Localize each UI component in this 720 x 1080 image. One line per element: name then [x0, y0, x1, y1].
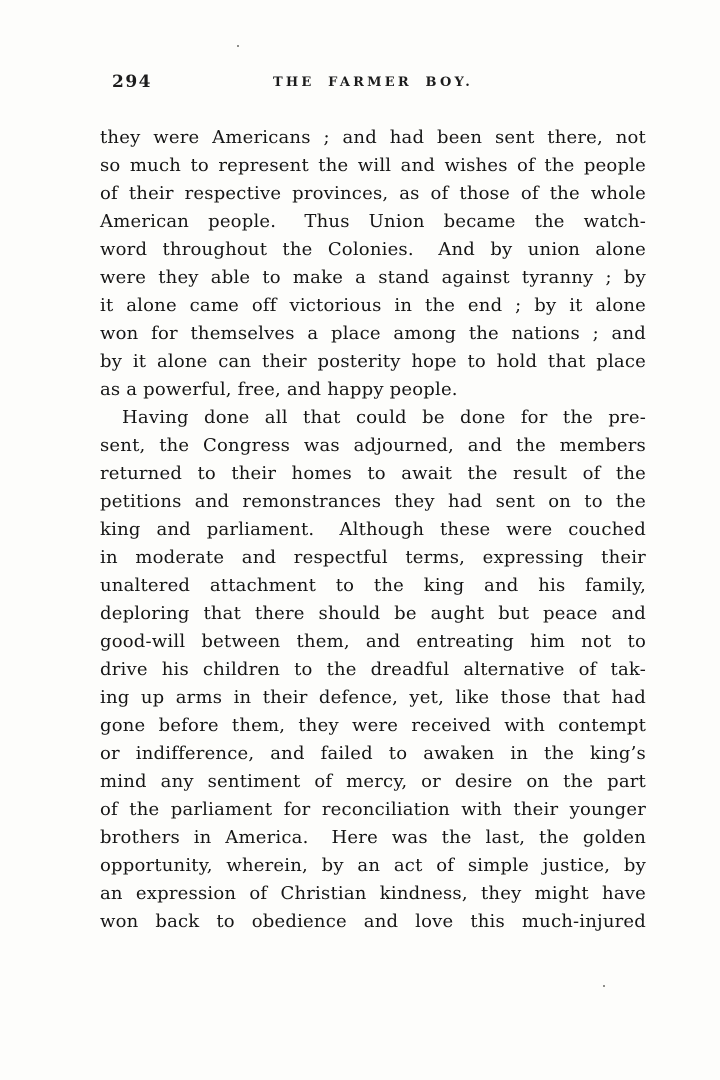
text-line: drive his children to the dreadful alternative of tak- — [100, 659, 646, 680]
text-line: mind any sentiment of mercy, or desire on the part — [100, 771, 646, 792]
text-line: won back to obedience and love this much-injured — [100, 911, 646, 932]
running-title: THE FARMER BOY. — [272, 75, 474, 90]
text-line: of the parliament for reconciliation with their younger — [100, 799, 646, 820]
page-header — [100, 72, 646, 94]
text-line: of their respective provinces, as of those of the whole — [100, 183, 646, 204]
text-line: Having done all that could be done for the pre- — [122, 407, 646, 428]
scan-speck — [237, 45, 239, 47]
text-line: ing up arms in their defence, yet, like those that had — [100, 687, 646, 708]
text-line: returned to their homes to await the result of the — [100, 463, 646, 484]
text-line: were they able to make a stand against tyranny ; by — [100, 267, 646, 288]
text-line: or indifference, and failed to awaken in the king’s — [100, 743, 646, 764]
text-line: an expression of Christian kindness, they might have — [100, 883, 646, 904]
body-text — [100, 124, 646, 936]
scan-speck — [603, 985, 605, 987]
text-line: opportunity, wherein, by an act of simple justice, by — [100, 855, 646, 876]
text-line: by it alone can their posterity hope to hold that place — [100, 351, 646, 372]
text-line: it alone came off victorious in the end ; by it alone — [100, 295, 646, 316]
text-line: they were Americans ; and had been sent there, not — [100, 127, 646, 148]
text-line: petitions and remonstrances they had sent on to the — [100, 491, 646, 512]
text-line: as a powerful, free, and happy people. — [100, 379, 458, 400]
text-line: so much to represent the will and wishes of the people — [100, 155, 646, 176]
text-line: in moderate and respectful terms, expressing their — [100, 547, 646, 568]
text-line: American people. Thus Union became the watch- — [100, 211, 646, 232]
text-line: deploring that there should be aught but peace and — [100, 603, 646, 624]
text-line: king and parliament. Although these were couched — [100, 519, 646, 540]
page-number: 294 — [112, 72, 152, 92]
text-line: word throughout the Colonies. And by union alone — [100, 239, 646, 260]
text-line: won for themselves a place among the nations ; and — [100, 323, 646, 344]
text-line: unaltered attachment to the king and his family, — [100, 575, 646, 596]
text-line: gone before them, they were received with contempt — [100, 715, 646, 736]
text-line: brothers in America. Here was the last, the golden — [100, 827, 646, 848]
text-line: good-will between them, and entreating him not to — [100, 631, 646, 652]
text-line: sent, the Congress was adjourned, and the members — [100, 435, 646, 456]
